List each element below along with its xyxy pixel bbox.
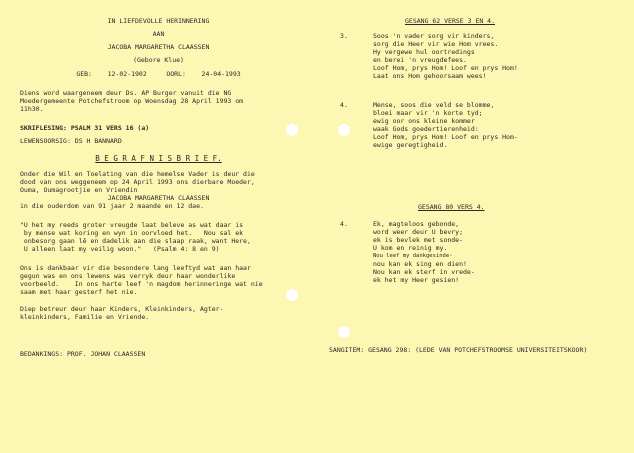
obituary-line: in die ouderdom van 91 jaar 2 maande en 12 dae.: [20, 202, 204, 210]
hymn-line: Hy vergewe hul oortredings: [373, 48, 475, 56]
verse-number: 3.: [340, 32, 348, 40]
hymn-line: Laat ons Hom gehoorsaam wees!: [373, 72, 487, 80]
hymn-line: bloei maar vir 'n korte tyd;: [373, 109, 483, 117]
mourners-line: Diep betreur deur haar Kinders, Kleinkinders, Agter-: [20, 305, 224, 313]
hymn-line: Nou kan ek sterf in vrede-: [373, 268, 475, 276]
hymn2-title: GESANG 80 VERS 4.: [418, 203, 485, 211]
psalm-quote: U alleen laat my veilig woon." (Psalm 4: 8 en 9): [20, 245, 220, 253]
hymn-line: en berei 'n vreugdefees.: [373, 56, 467, 64]
life-story: LEWENSOORSIG: DS H BANNARD: [20, 137, 122, 145]
obituary-line: dood van ons weggeneem op 24 April 1993 ons dierbare Moeder,: [20, 178, 255, 186]
birth-death-dates: GEB: 12-02-1902 OORL: 24-04-1993: [76, 70, 241, 78]
hymn-line: sorg die Heer vir wie Hom vrees.: [373, 40, 499, 48]
mourners-line: kleinkinders, Familie en Vriende.: [20, 313, 150, 321]
punch-hole: [338, 124, 350, 136]
obituary-line: Onder die Wil en Toelating van die hemelse Vader is deur die: [20, 170, 255, 178]
service-line: 11h30.: [20, 105, 44, 113]
hymn-line: Loof Hom, prys Hom! Loof en prys Hom!: [373, 64, 518, 72]
deceased-name: JACOBA MARGARETHA CLAASSEN: [107, 43, 210, 51]
obituary-line: Ouma, Oumagrootjie en Vriendin: [20, 186, 138, 194]
hymn-line: Soos 'n vader sorg vir kinders,: [373, 32, 495, 40]
hymn-line: nou kan ek sing en dien!: [373, 260, 467, 268]
gratitude-line: voorbeeld. In ons harte leef 'n magdom herinneringe wat nie: [20, 280, 263, 288]
scripture-reading: SKRIFLESING: PSALM 31 VERS 16 (a): [20, 124, 150, 132]
maiden-name: (Gebore Klue): [133, 56, 184, 64]
gratitude-line: Ons is dankbaar vir die besondere lang leeftyd wat aan haar: [20, 264, 251, 272]
hymn-line: U kom en reinig my.: [373, 244, 448, 252]
hymn-line: Ek, magteloos gebonde,: [373, 220, 460, 228]
closing-hymn: SANGITEM: GESANG 298: (LEDE VAN POTCHEFSTROOMSE UNIVERSITEITSKOOR): [329, 346, 588, 354]
hymn-line: Nou leef my dankgesinde-: [373, 253, 453, 259]
obituary-name: JACOBA MARGARETHA CLAASSEN: [107, 194, 210, 202]
hymn-line: ek het my Heer gesien!: [373, 276, 460, 284]
header-line2: AAN: [152, 30, 165, 38]
acknowledgements: BEDANKINGS: PROF. JOHAN CLAASSEN: [20, 350, 146, 358]
hymn-line: ewige geregtigheid.: [373, 141, 448, 149]
hymn-line: Loof Hom, prys Hom! Loof en prys Hom-: [373, 133, 518, 141]
hymn-line: word weer deur U bevry;: [373, 228, 464, 236]
punch-hole: [286, 289, 298, 301]
psalm-quote: by mense wat koring en wyn in oorvloed het. Nou sal ek: [20, 229, 244, 237]
header-line1: IN LIEFDEVOLLE HERINNERING: [107, 17, 210, 25]
gratitude-line: gegun was en ons lewens was verryk deur haar wonderlike: [20, 272, 236, 280]
verse-number: 4.: [340, 220, 348, 228]
hymn1-title: GESANG 62 VERSE 3 EN 4.: [405, 17, 496, 25]
hymn-line: Mense, soos die veld se blomme,: [373, 101, 495, 109]
verse-number: 4.: [340, 101, 348, 109]
hymn-line: ewig oor ons kleine kommer: [373, 117, 475, 125]
service-line: Diens word waargeneem deur Ds. AP Burger vanuit die NG: [20, 89, 232, 97]
obituary-title: B E G R A F N I S B R I E F.: [95, 154, 222, 163]
psalm-quote: onbesorg gaan lê en dadelik aan die slaap raak, want Here,: [20, 237, 251, 245]
punch-hole: [286, 124, 298, 136]
service-line: Moedergemeente Potchefstroom op Woensdag 28 April 1993 om: [20, 97, 244, 105]
gratitude-line: saam met haar gesterf het nie.: [20, 288, 138, 296]
hymn-line: ek is bevlek met sonde-: [373, 236, 464, 244]
punch-hole: [338, 326, 350, 338]
hymn-line: waak Gods goedertierenheid:: [373, 125, 479, 133]
psalm-quote: "U het my reeds groter vreugde laat beleve as wat daar is: [20, 221, 244, 229]
